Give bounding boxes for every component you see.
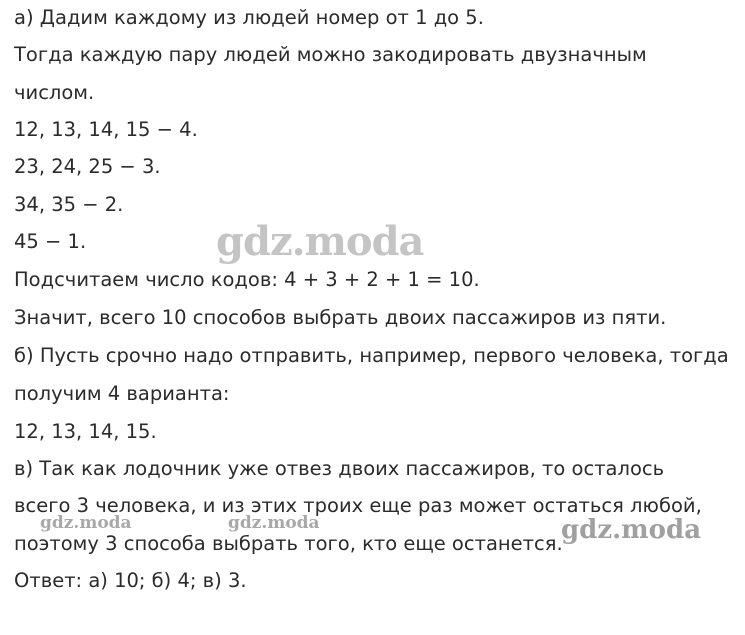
text-line-4: 12, 13, 14, 15 − 4. — [14, 118, 198, 141]
watermark-bottom-mid: gdz.moda — [228, 513, 320, 533]
watermark-bottom-left: gdz.moda — [40, 513, 132, 533]
text-line-12: 12, 13, 14, 15. — [14, 420, 157, 443]
text-line-9: Значит, всего 10 способов выбрать двоих пассажиров из пяти. — [14, 306, 667, 329]
text-line-13: в) Так как лодочник уже отвез двоих пассажиров, то осталось — [14, 457, 665, 480]
text-line-8: Подсчитаем число кодов: 4 + 3 + 2 + 1 = 10. — [14, 268, 480, 291]
text-line-7: 45 − 1. — [14, 230, 87, 253]
text-line-2: Тогда каждую пару людей можно закодировать двузначным — [14, 43, 647, 66]
text-line-15: поэтому 3 способа выбрать того, кто еще останется. — [14, 532, 563, 555]
text-line-1: а) Дадим каждому из людей номер от 1 до 5. — [14, 6, 484, 29]
text-line-5: 23, 24, 25 − 3. — [14, 155, 161, 178]
text-line-10: б) Пусть срочно надо отправить, например, первого человека, тогда — [14, 344, 729, 367]
watermark-center: gdz.moda — [216, 218, 424, 265]
text-line-14: всего 3 человека, и из этих троих еще раз может остаться любой, — [14, 494, 702, 517]
text-line-3: числом. — [14, 81, 95, 104]
answer-line: Ответ: а) 10; б) 4; в) 3. — [14, 569, 247, 592]
text-line-11: получим 4 варианта: — [14, 382, 230, 405]
watermark-bottom-right: gdz.moda — [561, 515, 702, 545]
text-line-6: 34, 35 − 2. — [14, 193, 124, 216]
